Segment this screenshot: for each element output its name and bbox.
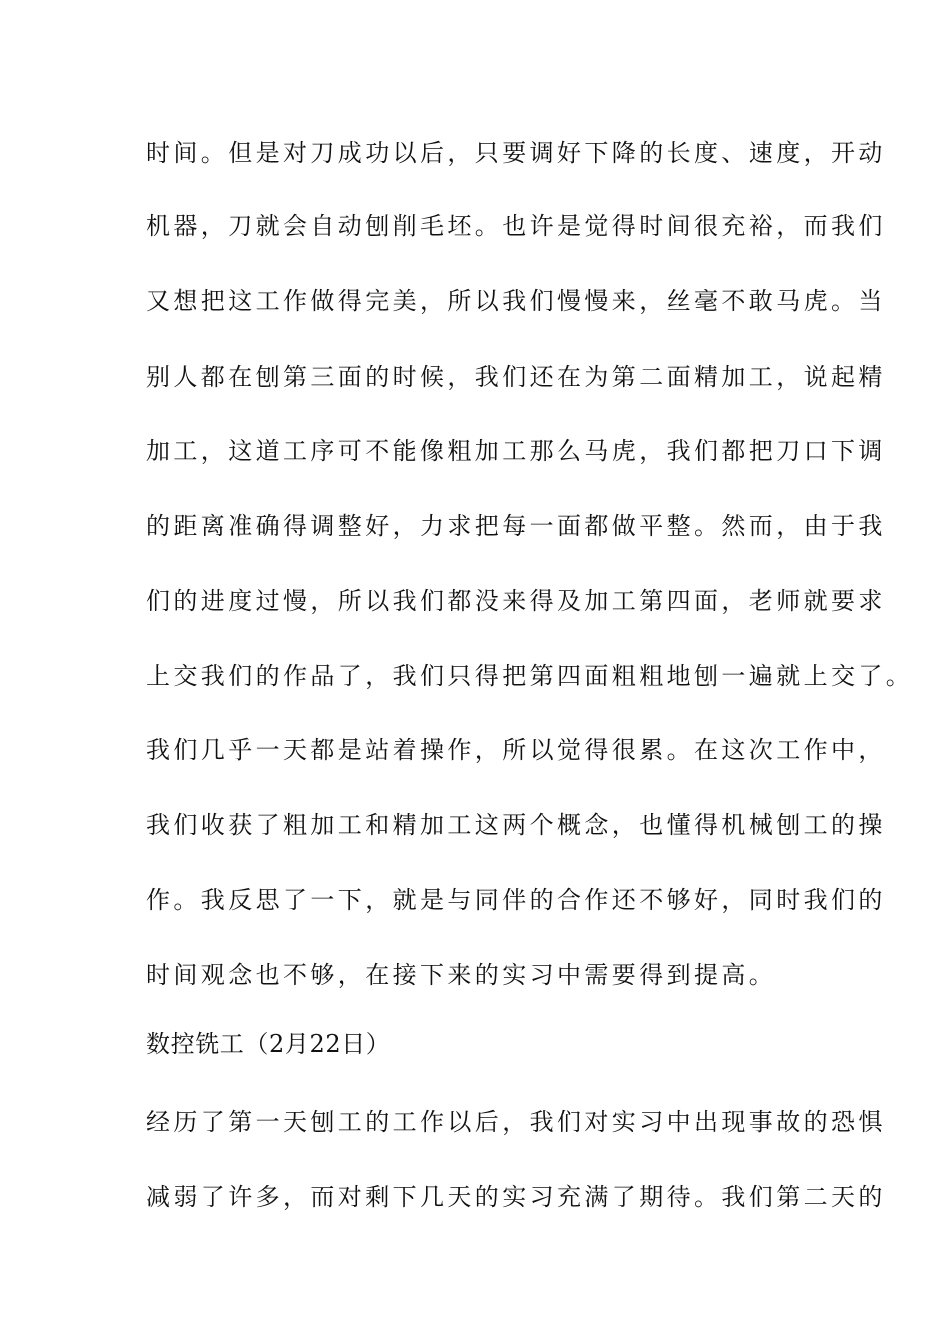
text-line: 时间观念也不够，在接下来的实习中需要得到提高。 xyxy=(146,961,777,989)
text-line: 机器，刀就会自动刨削毛坯。也许是觉得时间很充裕，而我们 xyxy=(146,212,886,240)
text-line: 加工，这道工序可不能像粗加工那么马虎，我们都把刀口下调 xyxy=(146,437,886,465)
text-line: 作。我反思了一下，就是与同伴的合作还不够好，同时我们的 xyxy=(146,886,886,914)
text-line: 我们收获了粗加工和精加工这两个概念，也懂得机械刨工的操 xyxy=(146,811,886,839)
text-line: 们的进度过慢，所以我们都没来得及加工第四面，老师就要求 xyxy=(146,587,886,615)
text-line: 的距离准确得调整好，力求把每一面都做平整。然而，由于我 xyxy=(146,512,886,540)
text-line: 又想把这工作做得完美，所以我们慢慢来，丝毫不敢马虎。当 xyxy=(146,287,886,315)
text-line: 减弱了许多，而对剩下几天的实习充满了期待。我们第二天的 xyxy=(146,1183,886,1211)
text-line: 上交我们的作品了，我们只得把第四面粗粗地刨一遍就上交了。 xyxy=(146,662,914,690)
section-heading: 数控铣工（2月22日） xyxy=(146,1030,391,1058)
text-line: 经历了第一天刨工的工作以后，我们对实习中出现事故的恐惧 xyxy=(146,1108,886,1136)
text-line: 我们几乎一天都是站着操作，所以觉得很累。在这次工作中， xyxy=(146,736,886,764)
text-line: 别人都在刨第三面的时候，我们还在为第二面精加工，说起精 xyxy=(146,363,886,391)
text-line: 时间。但是对刀成功以后，只要调好下降的长度、速度，开动 xyxy=(146,139,886,167)
